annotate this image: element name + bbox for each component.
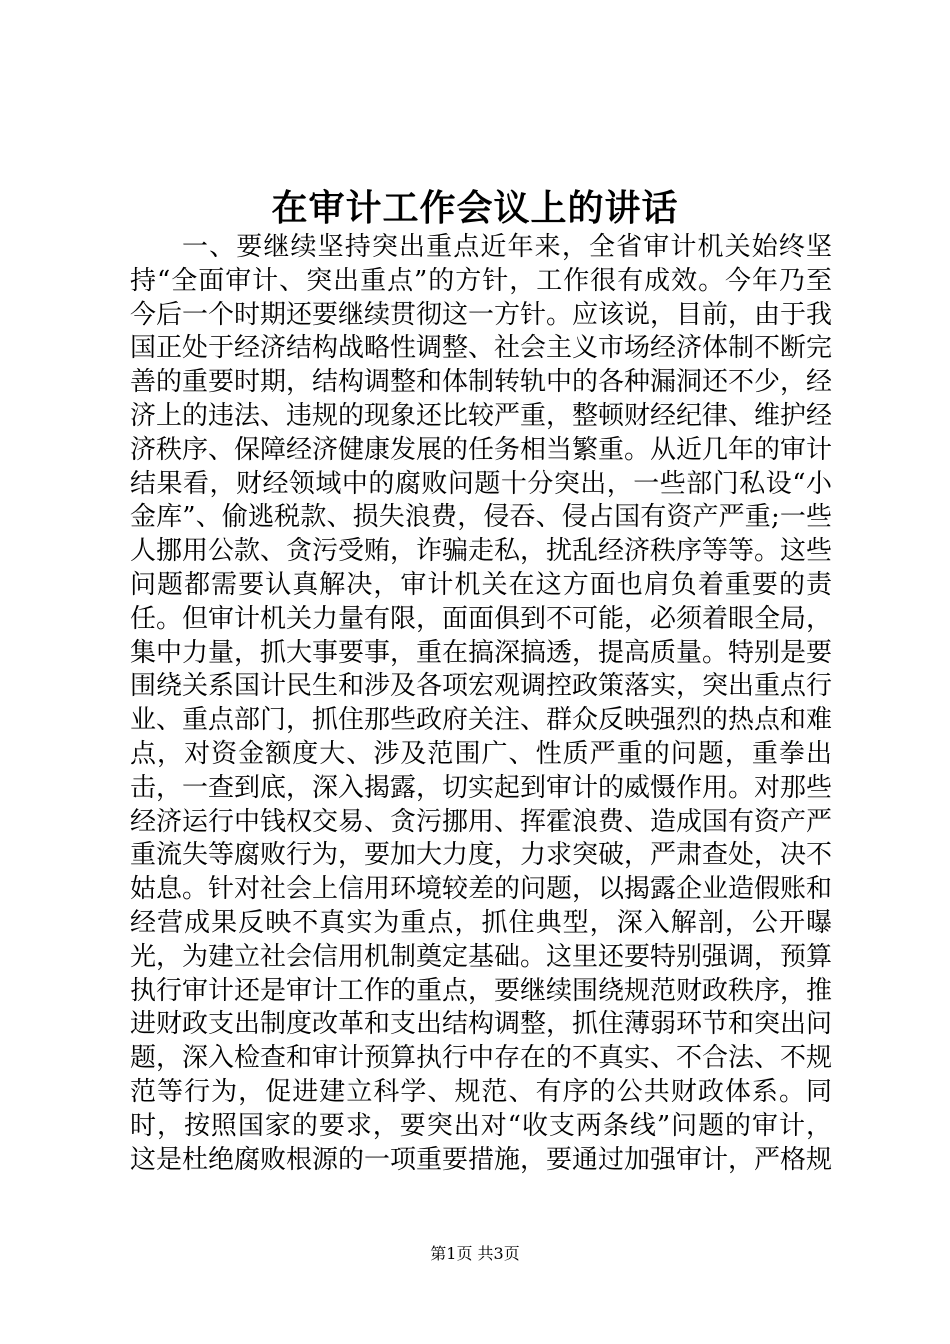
page-number: 第1页 共3页 [430,1244,520,1263]
document-title: 在审计工作会议上的讲话 [271,187,679,229]
body-paragraph: 一、要继续坚持突出重点近年来，全省审计机关始终坚持“全面审计、突出重点”的方针，工作很有成效。今年乃至今后一个时期还要继续贯彻这一方针。应该说，目前，由于我国正处于经济结构战略性调整、社会主义市场经济体制不断完善的重要时期，结构调整和体制转轨中的各种漏洞还不少，经济上的违法、违规的现象还比较严重，整顿财经纪律、维护经济秩序、保障经济健康发展的任务相当繁重。从近几年的审计结果看，财经领域中的腐败问题十分突出，一些部门私设“小金库”、偷逃税款、损失浪费，侵吞、侵占国有资产严重;一些人挪用公款、贪污受贿，诈骗走私，扰乱经济秩序等等。这些问题都需要认真解决，审计机关在这方面也肩负着重要的责任。但审计机关力量有限，面面俱到不可能，必须着眼全局，集中力量，抓大事要事，重在搞深搞透，提高质量。特别是要围绕关系国计民生和涉及各项宏观调控政策落实，突出重点行业、重点部门，抓住那些政府关注、群众反映强烈的热点和难点，对资金额度大、涉及范围广、性质严重的问题，重拳出击，一查到底，深入揭露，切实起到审计的威慑作用。对那些经济运行中钱权交易、贪污挪用、挥霍浪费、造成国有资产严重流失等腐败行为，要加大力度，力求突破，严肃查处，决不姑息。针对社会上信用环境较差的问题，以揭露企业造假账和经营成果反映不真实为重点，抓住典型，深入解剖，公开曝光，为建立社会信用机制奠定基础。这里还要特别强调，预算执行审计还是审计工作的重点，要继续围绕规范财政秩序，推进财政支出制度改革和支出结构调整，抓住薄弱环节和突出问题，深入检查和审计预算执行中存在的不真实、不合法、不规范等行为，促进建立科学、规范、有序的公共财政体系。同时，按照国家的要求，要突出对“收支两条线”问题的审计，这是杜绝腐败根源的一项重要措施，要通过加强审计，严格规 [130,232,832,1175]
